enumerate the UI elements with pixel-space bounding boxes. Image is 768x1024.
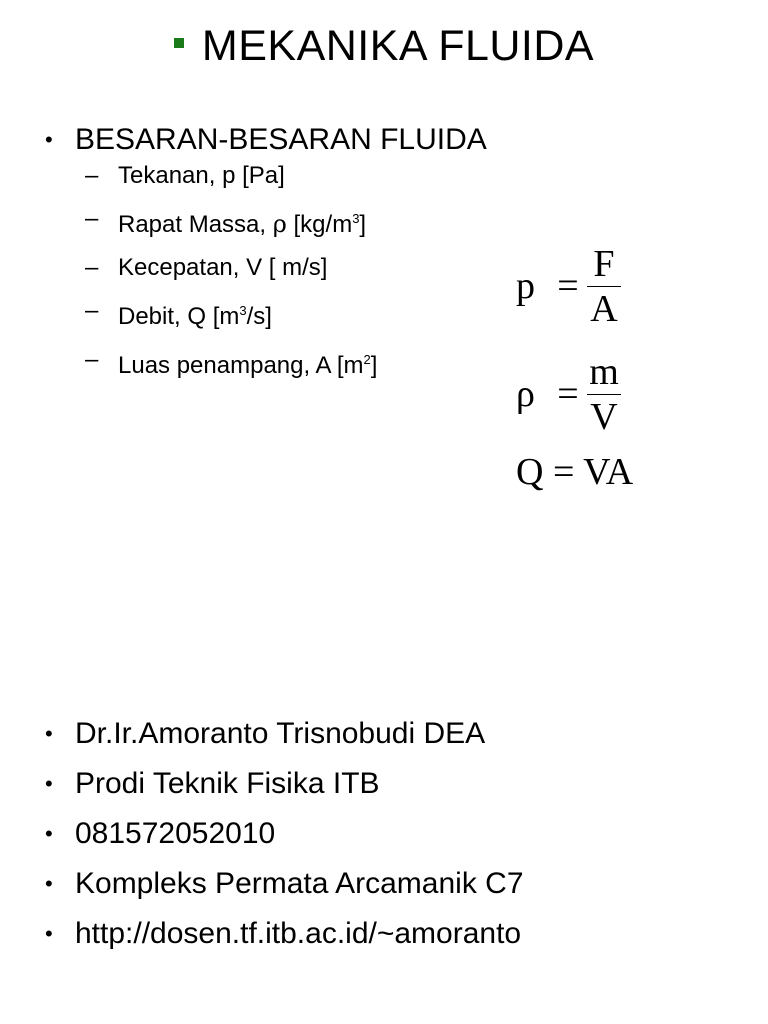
item-text-end: ] (359, 211, 367, 238)
pressure-formula (516, 236, 633, 336)
list-item-density (85, 205, 487, 239)
list-item-velocity (85, 254, 487, 282)
bullet-icon: • (45, 127, 53, 152)
item-text: Tekanan, p [Pa] (118, 162, 285, 189)
numerator: F (593, 242, 615, 285)
item-text: Kecepatan, V [ m/s] (118, 254, 328, 281)
formula-block (516, 236, 633, 494)
flow-formula: Q = VA (516, 451, 634, 493)
title-block (0, 22, 768, 71)
superscript: 3 (352, 211, 360, 226)
properties-list (45, 122, 487, 395)
contact-text: http://dosen.tf.itb.ac.id/~amoranto (75, 917, 522, 950)
formula-lhs: p (516, 265, 535, 307)
denominator: A (590, 287, 618, 330)
item-text-unit: [kg/m (286, 211, 353, 238)
section-heading (45, 122, 487, 380)
rho-symbol: ρ (272, 210, 287, 238)
list-item-author (45, 716, 524, 752)
contact-list (45, 716, 524, 966)
item-text-end: /s] (246, 303, 272, 330)
bullet-icon: • (45, 921, 53, 946)
sub-list (75, 162, 487, 380)
item-text: Rapat Massa, (118, 211, 273, 238)
dash-icon: – (85, 346, 99, 373)
equals-sign: = (557, 265, 579, 307)
section-heading-text: BESARAN-BESARAN FLUIDA (75, 123, 487, 156)
contact-text: 081572052010 (75, 817, 276, 850)
item-text-end: ] (370, 352, 378, 379)
list-item-address (45, 866, 524, 902)
list-item-department (45, 766, 524, 802)
dash-icon: – (85, 162, 99, 189)
list-item-discharge (85, 297, 487, 331)
item-text: Debit, Q [m (118, 303, 240, 330)
fraction (586, 350, 622, 439)
dash-icon: – (85, 254, 99, 281)
contact-text: Kompleks Permata Arcamanik C7 (75, 867, 524, 900)
contact-text: Dr.Ir.Amoranto Trisnobudi DEA (75, 717, 486, 750)
bullet-icon: • (45, 871, 53, 896)
bullet-icon: • (45, 771, 53, 796)
formula-lhs: ρ (516, 373, 535, 415)
numerator: m (589, 350, 619, 393)
list-item-website (45, 916, 524, 952)
square-bullet-icon (174, 38, 184, 48)
denominator: V (590, 395, 618, 438)
fraction (586, 242, 622, 331)
superscript: 2 (363, 352, 371, 367)
dash-icon: – (85, 205, 99, 232)
list-item-area (85, 346, 487, 380)
bullet-icon: • (45, 821, 53, 846)
bullet-icon: • (45, 721, 53, 746)
page-title: MEKANIKA FLUIDA (201, 22, 595, 70)
item-text: Luas penampang, A [m (118, 352, 364, 379)
list-item-phone (45, 816, 524, 852)
superscript: 3 (239, 303, 247, 318)
dash-icon: – (85, 297, 99, 324)
density-formula (516, 344, 633, 444)
list-item-pressure (85, 162, 487, 190)
equals-sign: = (557, 373, 579, 415)
contact-text: Prodi Teknik Fisika ITB (75, 767, 380, 800)
